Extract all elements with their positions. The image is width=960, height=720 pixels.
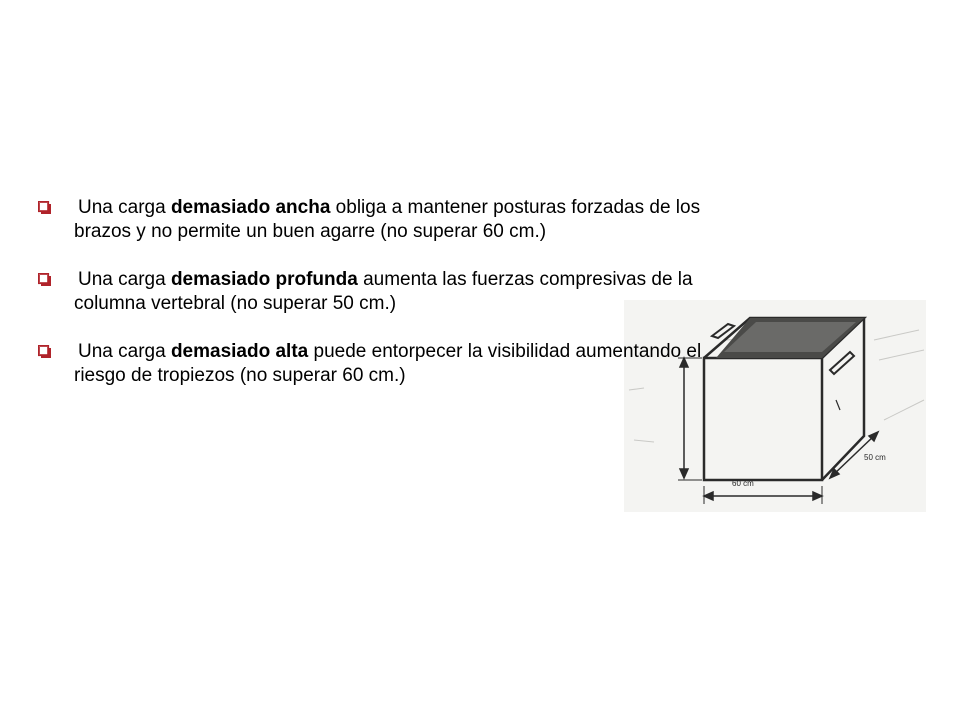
width-dimension: [704, 486, 822, 504]
right-handle-hole: [830, 352, 854, 374]
bullet-emphasis: demasiado alta: [170, 341, 309, 362]
bullet-list: [36, 196, 704, 412]
checkbox-bullet-icon: [38, 201, 51, 214]
bullet-item-height: [36, 340, 704, 388]
bullet-text: Una carga demasiado ancha obliga a mantener posturas forzadas de los brazos y no permite un buen agarre (no superar 60 cm.): [74, 197, 701, 242]
depth-label: 50 cm: [864, 453, 886, 462]
bullet-item-width: [36, 196, 704, 244]
bullet-item-depth: [36, 268, 704, 316]
checkbox-bullet-icon: [38, 345, 51, 358]
checkbox-bullet-icon: [38, 273, 51, 286]
right-face-mark: [836, 400, 840, 410]
bullet-text: Una carga demasiado alta puede entorpecer la visibilidad aumentando el riesgo de tropiezos (no superar 60 cm.): [74, 341, 702, 386]
bullet-text: Una carga demasiado profunda aumenta las fuerzas compresivas de la columna vertebral (no superar 50 cm.): [74, 269, 693, 314]
bullet-emphasis: demasiado profunda: [170, 269, 358, 290]
width-label: 60 cm: [732, 479, 754, 488]
bullet-emphasis: demasiado ancha: [170, 197, 331, 218]
